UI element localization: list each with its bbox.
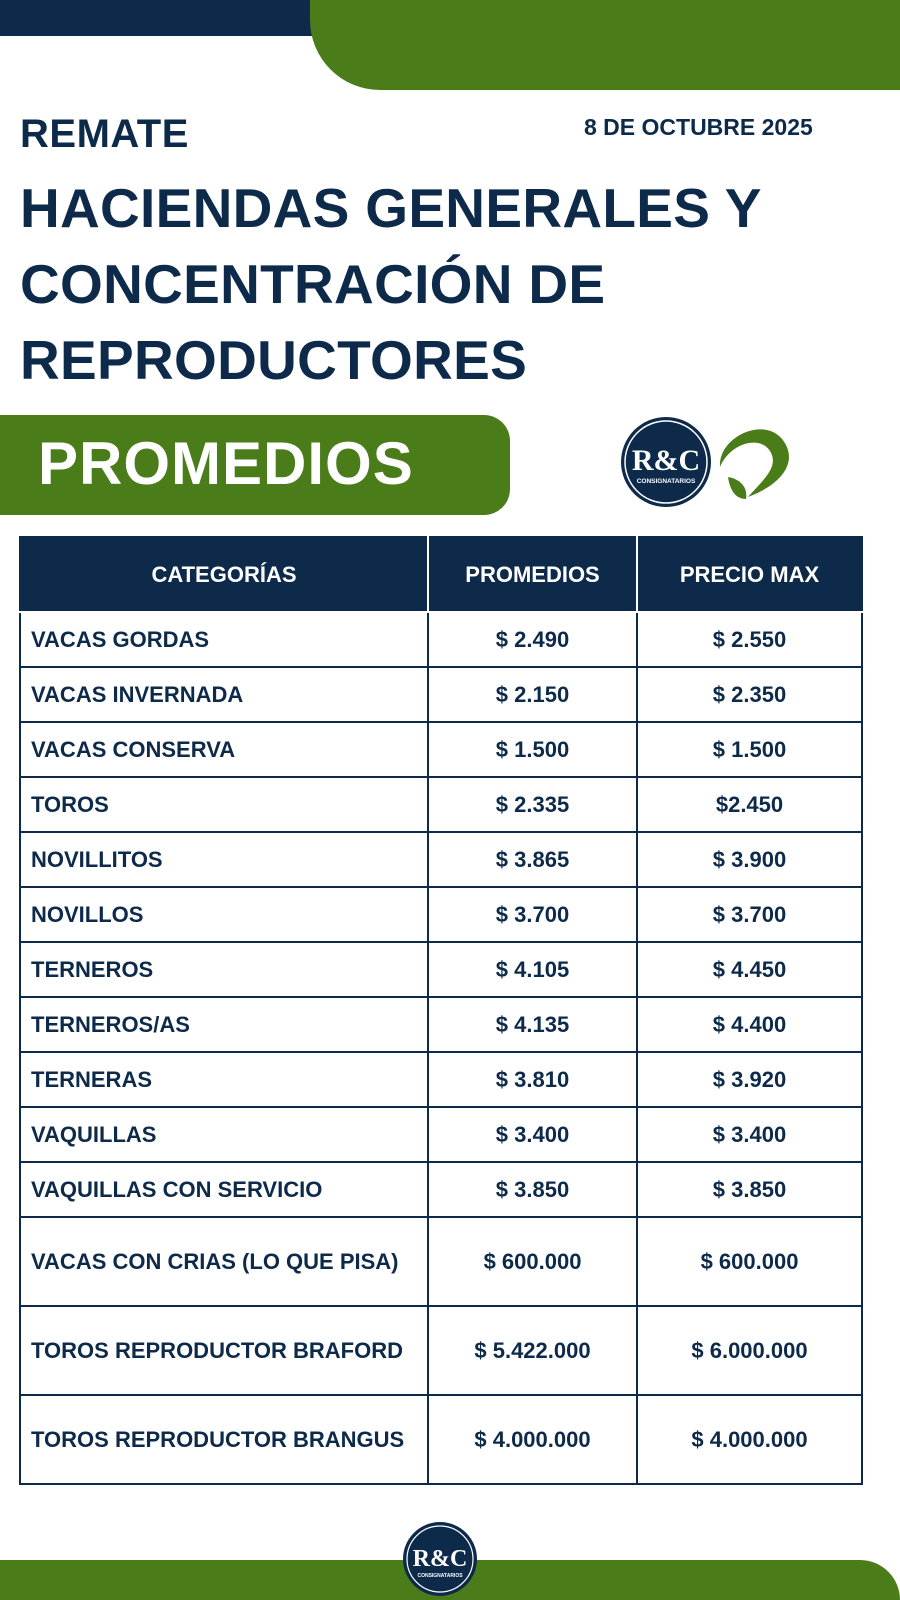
logo-monogram: R&C [631, 444, 701, 477]
table-row [20, 722, 862, 777]
average-cell: $ 4.000.000 [428, 1395, 637, 1484]
average-cell: $ 2.335 [428, 777, 637, 832]
title-line: REPRODUCTORES [20, 329, 528, 391]
promedios-banner [0, 415, 510, 515]
average-cell: $ 4.135 [428, 997, 637, 1052]
max-price-cell: $ 6.000.000 [637, 1306, 862, 1395]
max-price-cell: $ 3.850 [637, 1162, 862, 1217]
prices-table [19, 536, 863, 1485]
max-price-cell: $ 4.400 [637, 997, 862, 1052]
table-row [20, 997, 862, 1052]
average-cell: $ 5.422.000 [428, 1306, 637, 1395]
average-cell: $ 3.700 [428, 887, 637, 942]
category-cell: VACAS CON CRIAS (LO QUE PISA) [20, 1217, 428, 1306]
max-price-cell: $ 3.920 [637, 1052, 862, 1107]
average-cell: $ 1.500 [428, 722, 637, 777]
header-categorias: CATEGORÍAS [20, 537, 428, 612]
average-cell: $ 3.810 [428, 1052, 637, 1107]
max-price-cell: $ 3.700 [637, 887, 862, 942]
category-cell: VAQUILLAS [20, 1107, 428, 1162]
average-cell: $ 4.105 [428, 942, 637, 997]
header-precio-max: PRECIO MAX [637, 537, 862, 612]
event-date: 8 DE OCTUBRE 2025 [584, 114, 813, 140]
title-line: CONCENTRACIÓN DE [20, 253, 606, 315]
table-row [20, 1217, 862, 1306]
average-cell: $ 3.850 [428, 1162, 637, 1217]
bottom-logo-subtitle: CONSIGNATARIOS [417, 1573, 463, 1579]
category-cell: TOROS REPRODUCTOR BRANGUS [20, 1395, 428, 1484]
table-row [20, 887, 862, 942]
max-price-cell: $ 4.450 [637, 942, 862, 997]
title-line: HACIENDAS GENERALES Y [20, 177, 762, 239]
promedios-banner-label: PROMEDIOS [38, 430, 414, 497]
average-cell: $ 3.865 [428, 832, 637, 887]
category-cell: VACAS INVERNADA [20, 667, 428, 722]
table-row [20, 667, 862, 722]
category-cell: VAQUILLAS CON SERVICIO [20, 1162, 428, 1217]
max-price-cell: $ 3.400 [637, 1107, 862, 1162]
top-navy-bar [0, 0, 330, 36]
category-cell: TERNEROS [20, 942, 428, 997]
average-cell: $ 3.400 [428, 1107, 637, 1162]
category-cell: TOROS [20, 777, 428, 832]
category-cell: NOVILLOS [20, 887, 428, 942]
max-price-cell: $ 600.000 [637, 1217, 862, 1306]
average-cell: $ 600.000 [428, 1217, 637, 1306]
table-row [20, 1162, 862, 1217]
average-cell: $ 2.150 [428, 667, 637, 722]
average-cell: $ 2.490 [428, 612, 637, 667]
table-row [20, 832, 862, 887]
bottom-rc-logo [402, 1521, 478, 1597]
max-price-cell: $ 1.500 [637, 722, 862, 777]
header-promedios: PROMEDIOS [428, 537, 637, 612]
table-row [20, 1107, 862, 1162]
table-row [20, 942, 862, 997]
category-cell: TERNEROS/AS [20, 997, 428, 1052]
max-price-cell: $ 2.550 [637, 612, 862, 667]
max-price-cell: $ 3.900 [637, 832, 862, 887]
category-cell: VACAS GORDAS [20, 612, 428, 667]
table-header-row [20, 537, 862, 612]
table-row [20, 1306, 862, 1395]
table-row [20, 1052, 862, 1107]
max-price-cell: $ 4.000.000 [637, 1395, 862, 1484]
table-row [20, 777, 862, 832]
category-cell: VACAS CONSERVA [20, 722, 428, 777]
rc-logo [620, 415, 800, 515]
top-green-banner [310, 0, 900, 90]
category-cell: NOVILLITOS [20, 832, 428, 887]
table-row [20, 1395, 862, 1484]
category-cell: TOROS REPRODUCTOR BRAFORD [20, 1306, 428, 1395]
category-cell: TERNERAS [20, 1052, 428, 1107]
max-price-cell: $ 2.350 [637, 667, 862, 722]
table-row [20, 612, 862, 667]
max-price-cell: $2.450 [637, 777, 862, 832]
bottom-logo-monogram: R&C [412, 1546, 468, 1572]
page-title [20, 170, 762, 398]
event-kicker: REMATE [20, 112, 189, 156]
logo-subtitle: CONSIGNATARIOS [636, 478, 696, 485]
leaf-icon [720, 429, 789, 499]
